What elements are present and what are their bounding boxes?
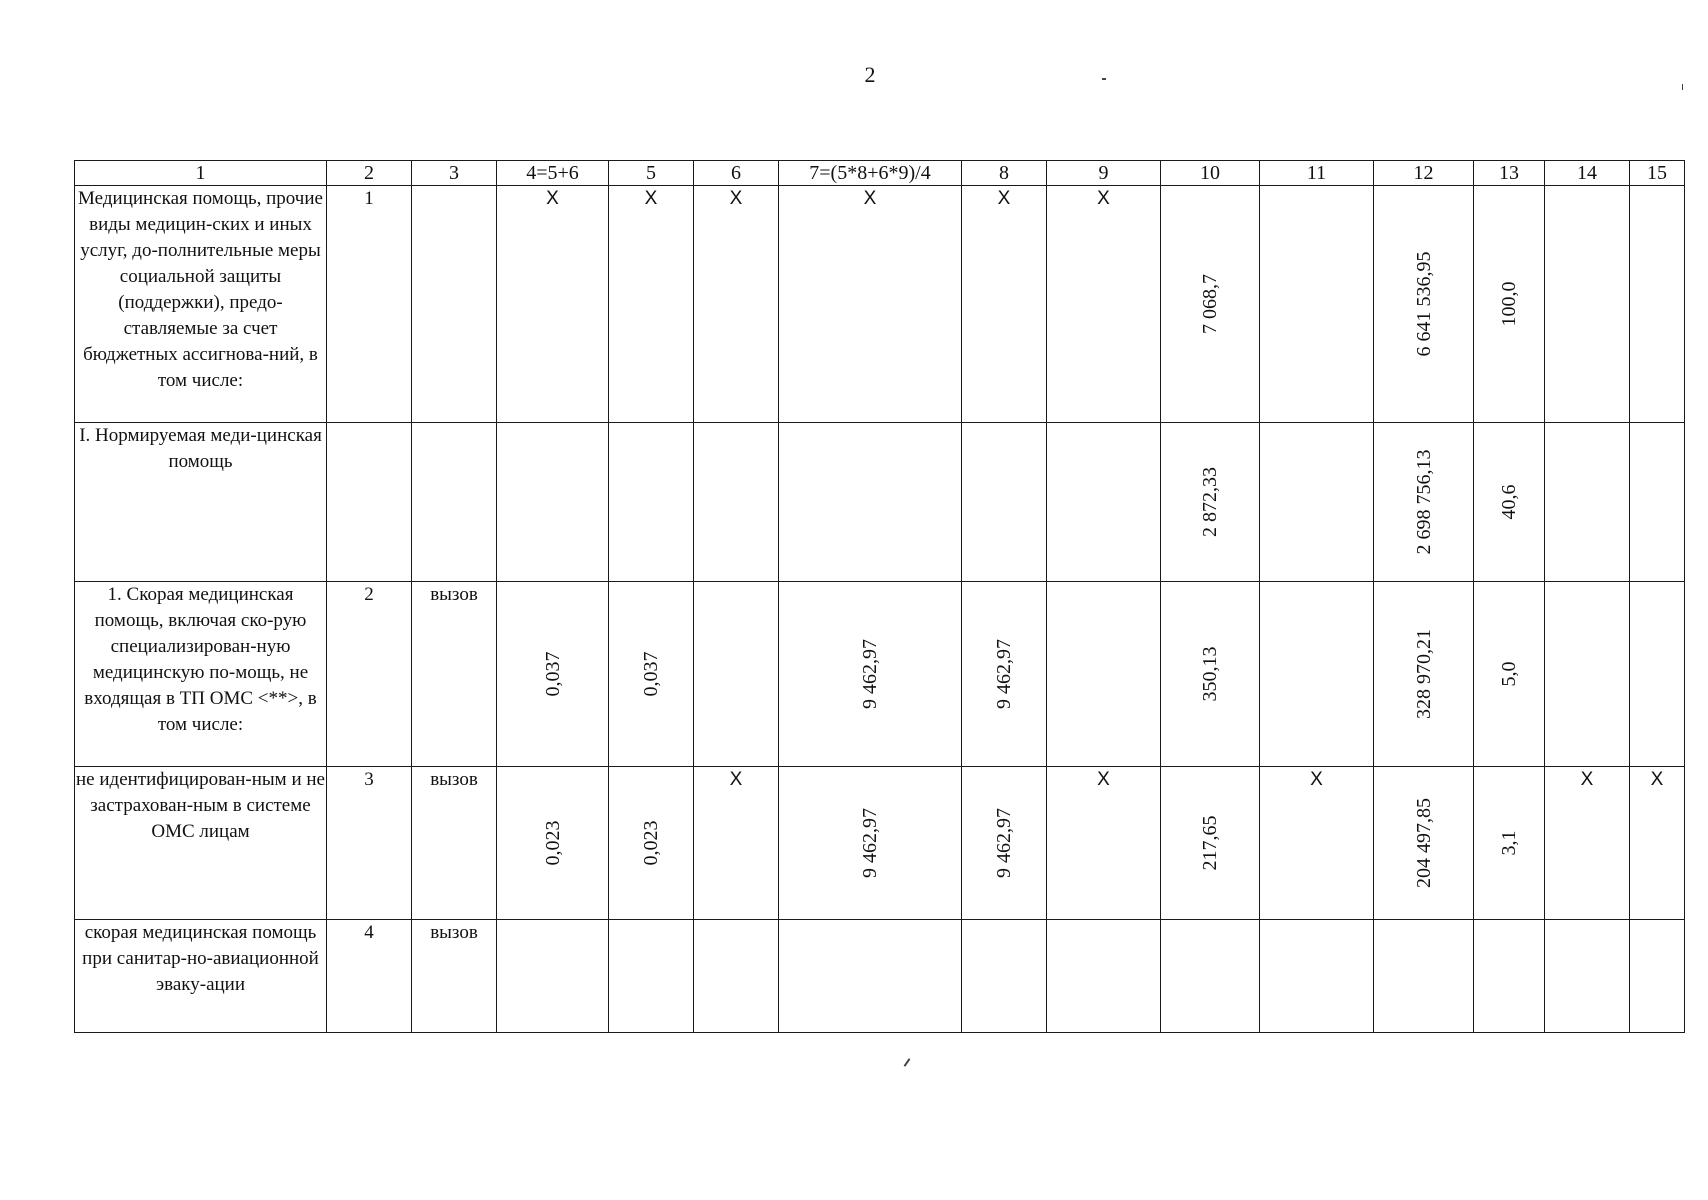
header-cell: 5 — [609, 161, 694, 186]
row-unit — [412, 186, 497, 423]
row-unit: вызов — [412, 767, 497, 920]
cell-col13 — [1474, 582, 1545, 767]
cell-col5: X — [609, 186, 694, 423]
header-cell: 7=(5*8+6*9)/4 — [779, 161, 962, 186]
cell-col7 — [779, 767, 962, 920]
row-name: Медицинская помощь, прочие виды медицин-ских и иных услуг, до-полнительные меры социальной защиты (поддержки), предо-ставляемые за счет бюджетных ассигнова-ний, в том числе: — [75, 186, 327, 423]
cell-col13 — [1474, 186, 1545, 423]
cell-col5-value: 0,037 — [640, 651, 662, 697]
header-cell: 9 — [1047, 161, 1161, 186]
cell-col11 — [1260, 582, 1374, 767]
cell-col11 — [1260, 423, 1374, 582]
cell-col7 — [779, 920, 962, 1033]
cell-col6 — [694, 423, 779, 582]
row-code: 1 — [327, 186, 412, 423]
cell-col13 — [1474, 423, 1545, 582]
cell-col10-value: 350,13 — [1199, 646, 1221, 702]
cell-col11 — [1260, 186, 1374, 423]
cell-col10-value: 2 872,33 — [1199, 467, 1221, 537]
cell-col9 — [1047, 920, 1161, 1033]
cell-col10-value: 7 068,7 — [1199, 274, 1221, 334]
cell-col8: X — [962, 186, 1047, 423]
cell-col8 — [962, 423, 1047, 582]
page-number: 2 — [864, 62, 876, 87]
table-row — [75, 582, 1685, 767]
cell-col10 — [1161, 920, 1260, 1033]
budget-table — [74, 160, 1685, 1033]
cell-col8 — [962, 920, 1047, 1033]
cell-col9: X — [1047, 767, 1161, 920]
cell-col5 — [609, 423, 694, 582]
cell-col13-value: 100,0 — [1498, 281, 1520, 327]
cell-col12-value: 328 970,21 — [1412, 629, 1435, 719]
row-name: 1. Скорая медицинская помощь, включая ско-рую специализирован-ную медицинскую по-мощь, не входящая в ТП ОМС <**>, в том числе: — [75, 582, 327, 767]
cell-col14 — [1545, 582, 1630, 767]
cell-col8-value: 9 462,97 — [993, 639, 1015, 709]
table-row — [75, 186, 1685, 423]
cell-col7-value: 9 462,97 — [859, 639, 881, 709]
cell-col12-value: 6 641 536,95 — [1412, 251, 1435, 357]
row-code: 4 — [327, 920, 412, 1033]
header-cell: 14 — [1545, 161, 1630, 186]
header-cell: 3 — [412, 161, 497, 186]
cell-col12 — [1374, 920, 1474, 1033]
row-code — [327, 423, 412, 582]
cell-col11: X — [1260, 767, 1374, 920]
table-row — [75, 423, 1685, 582]
cell-col8 — [962, 582, 1047, 767]
row-name: не идентифицирован-ным и не застрахован-ным в системе ОМС лицам — [75, 767, 327, 920]
cell-col6: X — [694, 767, 779, 920]
header-cell: 10 — [1161, 161, 1260, 186]
scan-speck — [904, 1058, 911, 1067]
header-cell: 11 — [1260, 161, 1374, 186]
cell-col4 — [497, 920, 609, 1033]
header-cell: 2 — [327, 161, 412, 186]
cell-col5 — [609, 582, 694, 767]
cell-col12 — [1374, 767, 1474, 920]
cell-col6 — [694, 920, 779, 1033]
cell-col13 — [1474, 920, 1545, 1033]
cell-col11 — [1260, 920, 1374, 1033]
cell-col15 — [1630, 423, 1685, 582]
header-cell: 6 — [694, 161, 779, 186]
header-cell: 12 — [1374, 161, 1474, 186]
cell-col8 — [962, 767, 1047, 920]
header-cell: 13 — [1474, 161, 1545, 186]
scan-speck — [1682, 84, 1683, 90]
row-unit — [412, 423, 497, 582]
cell-col14 — [1545, 920, 1630, 1033]
header-cell: 15 — [1630, 161, 1685, 186]
cell-col13-value: 40,6 — [1498, 484, 1520, 520]
cell-col13 — [1474, 767, 1545, 920]
row-unit: вызов — [412, 582, 497, 767]
row-code: 3 — [327, 767, 412, 920]
row-code: 2 — [327, 582, 412, 767]
cell-col15 — [1630, 186, 1685, 423]
cell-col12 — [1374, 186, 1474, 423]
cell-col7-value: 9 462,97 — [859, 808, 881, 878]
cell-col8-value: 9 462,97 — [993, 808, 1015, 878]
row-unit: вызов — [412, 920, 497, 1033]
header-row — [75, 161, 1685, 186]
cell-col4 — [497, 423, 609, 582]
cell-col9 — [1047, 423, 1161, 582]
cell-col12 — [1374, 423, 1474, 582]
cell-col5 — [609, 767, 694, 920]
cell-col15 — [1630, 582, 1685, 767]
cell-col15: X — [1630, 767, 1685, 920]
cell-col14: X — [1545, 767, 1630, 920]
cell-col10 — [1161, 186, 1260, 423]
cell-col4-value: 0,037 — [541, 651, 564, 697]
cell-col10 — [1161, 423, 1260, 582]
cell-col9: X — [1047, 186, 1161, 423]
cell-col12 — [1374, 582, 1474, 767]
cell-col12-value: 2 698 756,13 — [1412, 449, 1435, 555]
cell-col13-value: 5,0 — [1498, 661, 1520, 687]
cell-col6 — [694, 582, 779, 767]
cell-col13-value: 3,1 — [1498, 830, 1520, 856]
cell-col5 — [609, 920, 694, 1033]
table-row — [75, 767, 1685, 920]
row-name: I. Нормируемая меди-цинская помощь — [75, 423, 327, 582]
cell-col7 — [779, 423, 962, 582]
cell-col7 — [779, 582, 962, 767]
header-cell: 8 — [962, 161, 1047, 186]
row-name: скорая медицинская помощь при санитар-но-авиационной эваку-ации — [75, 920, 327, 1033]
cell-col5-value: 0,023 — [640, 820, 662, 866]
cell-col4 — [497, 582, 609, 767]
cell-col14 — [1545, 423, 1630, 582]
scan-speck — [1102, 78, 1106, 80]
cell-col4: X — [497, 186, 609, 423]
cell-col14 — [1545, 186, 1630, 423]
cell-col9 — [1047, 582, 1161, 767]
cell-col6: X — [694, 186, 779, 423]
cell-col7: X — [779, 186, 962, 423]
cell-col10 — [1161, 582, 1260, 767]
table-row — [75, 920, 1685, 1033]
header-cell: 4=5+6 — [497, 161, 609, 186]
header-cell: 1 — [75, 161, 327, 186]
cell-col10-value: 217,65 — [1199, 815, 1221, 871]
cell-col15 — [1630, 920, 1685, 1033]
cell-col4-value: 0,023 — [541, 820, 564, 866]
cell-col12-value: 204 497,85 — [1412, 798, 1435, 888]
cell-col4 — [497, 767, 609, 920]
cell-col10 — [1161, 767, 1260, 920]
